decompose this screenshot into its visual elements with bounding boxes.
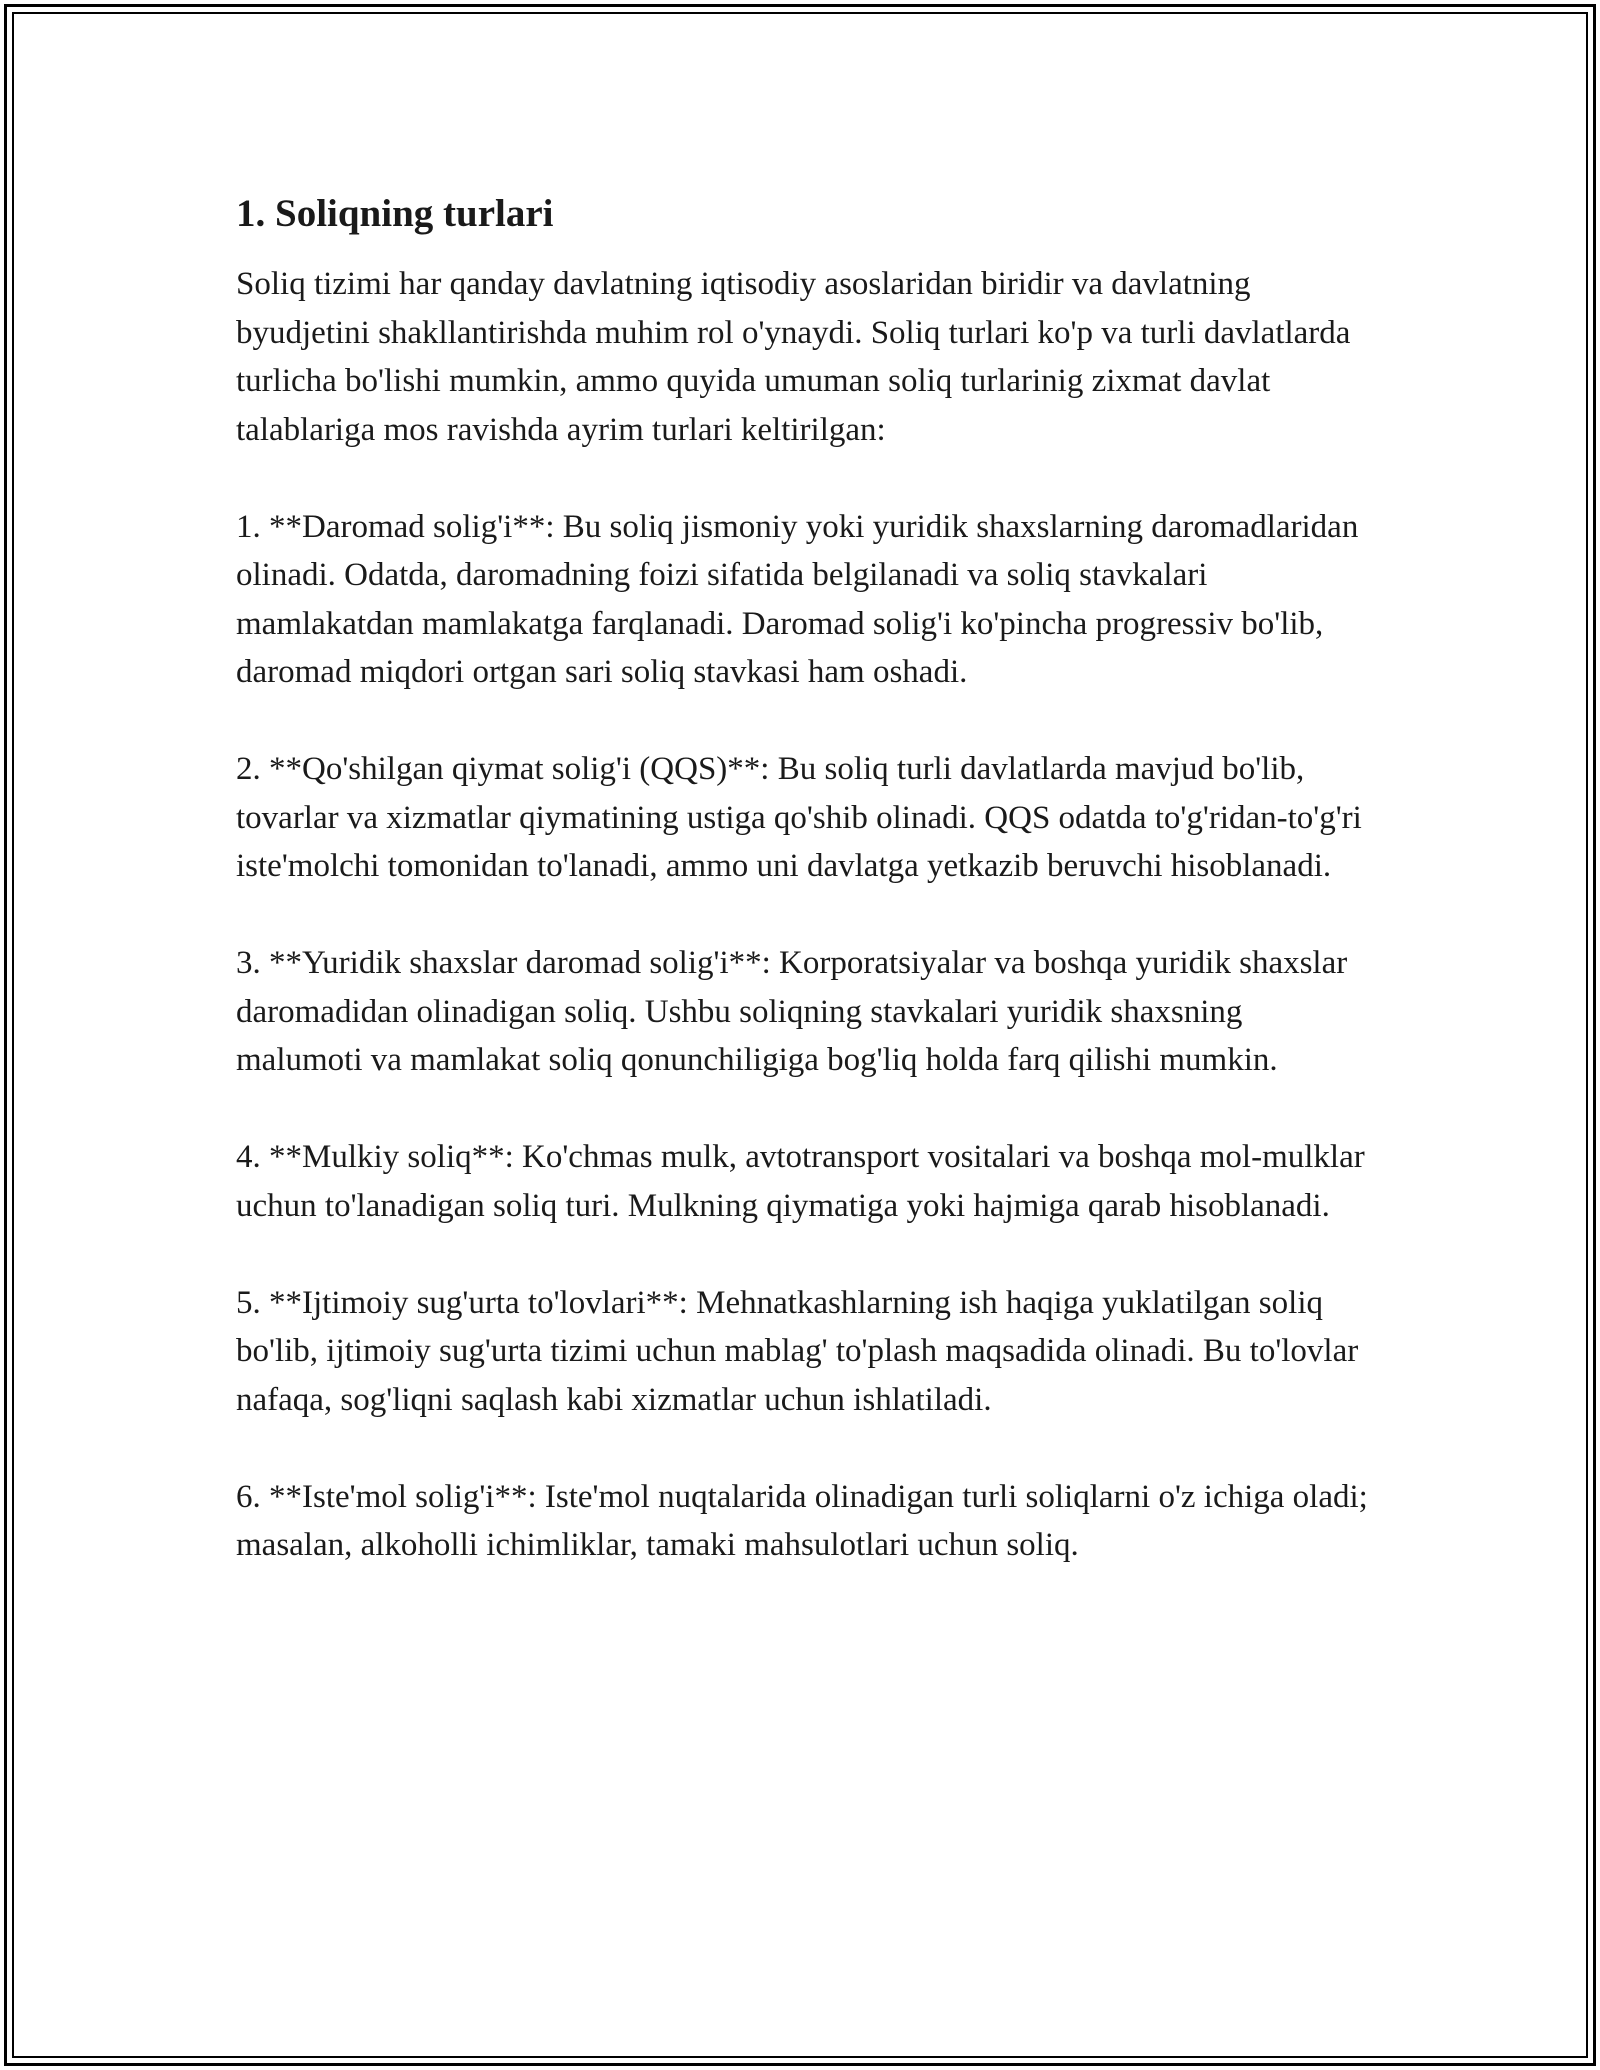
list-item-social-insurance: 5. **Ijtimoiy sug'urta to'lovlari**: Mehnatkashlarning ish haqiga yuklatilgan soliq bo'lib, ijtimoiy sug'urta tizimi uchun mablag' to'plash maqsadida olinadi. Bu to'lovlar nafaqa, sog'liqni saqlash kabi xizmatlar uchun ishlatiladi. xyxy=(236,1284,1359,1418)
page-title: 1. Soliqning turlari xyxy=(236,192,554,235)
list-item-excise-tax: 6. **Iste'mol solig'i**: Iste'mol nuqtalarida olinadigan turli soliqlarni o'z ichiga oladi; masalan, alkoholli ichimliklar, tamaki mahsulotlari uchun soliq. xyxy=(236,1478,1368,1563)
list-item-vat: 2. **Qo'shilgan qiymat solig'i (QQS)**: Bu soliq turli davlatlarda mavjud bo'lib, tovarlar va xizmatlar qiymatining ustiga qo'shib olinadi. QQS odatda to'g'ridan-to'g'ri iste'molchi tomonidan to'lanadi, ammo uni davlatga yetkazib beruvchi hisoblanadi. xyxy=(236,751,1362,884)
document-body xyxy=(236,190,1376,1570)
list-item-property-tax: 4. **Mulkiy soliq**: Ko'chmas mulk, avtotransport vositalari va boshqa mol-mulklar uchun to'lanadigan soliq turi. Mulkning qiymatiga yoki hajmiga qarab hisoblanadi. xyxy=(236,1139,1365,1224)
intro-paragraph: Soliq tizimi har qanday davlatning iqtisodiy asoslaridan biridir va davlatning byudjetini shakllantirishda muhim rol o'ynaydi. Soliq turlari ko'p va turli davlatlarda turlicha bo'lishi mumkin, ammo quyida umuman soliq turlarinig zixmat davlat talablariga mos ravishda ayrim turlari keltirilgan: xyxy=(236,266,1351,448)
list-item-income-tax: 1. **Daromad solig'i**: Bu soliq jismoniy yoki yuridik shaxslarning daromadlaridan olinadi. Odatda, daromadning foizi sifatida belgilanadi va soliq stavkalari mamlakatdan mamlakatga farqlanadi. Daromad solig'i ko'pincha progressiv bo'lib, daromad miqdori ortgan sari soliq stavkasi ham oshadi. xyxy=(236,508,1359,690)
list-item-corporate-tax: 3. **Yuridik shaxslar daromad solig'i**: Korporatsiyalar va boshqa yuridik shaxslar daromadidan olinadigan soliq. Ushbu soliqning stavkalari yuridik shaxsning malumoti va mamlakat soliq qonunchiligiga bog'liq holda farq qilishi mumkin. xyxy=(236,945,1348,1078)
